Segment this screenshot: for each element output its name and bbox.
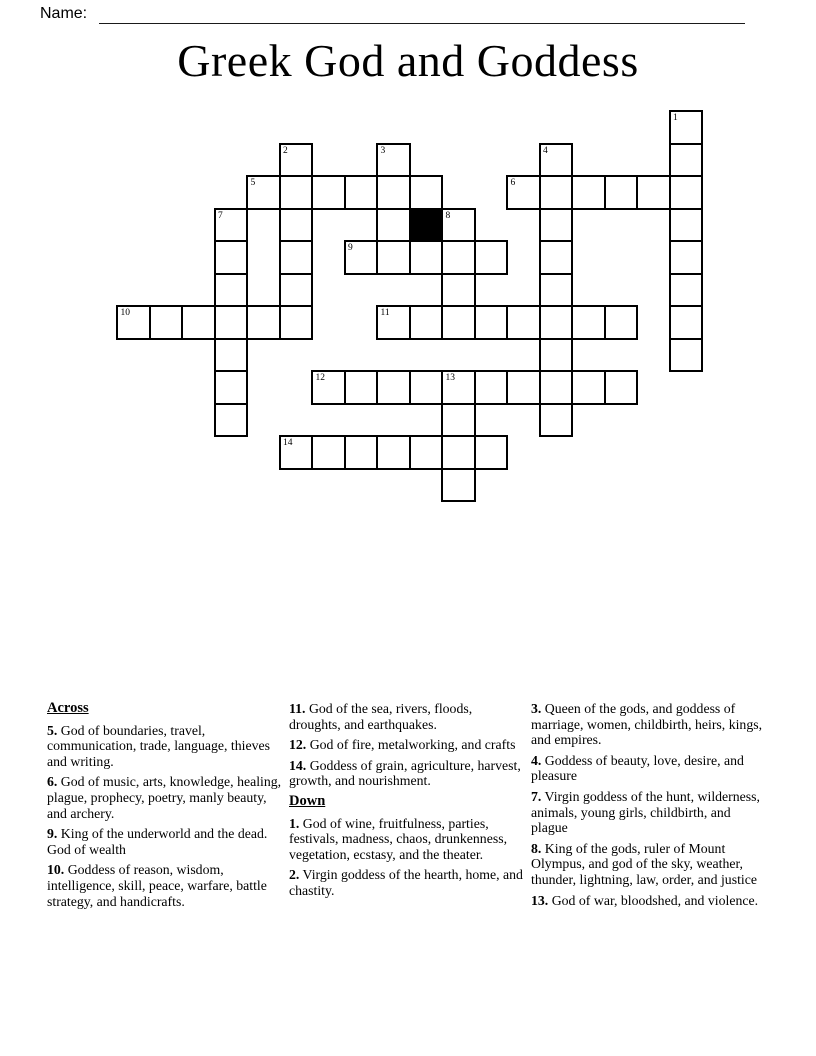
clue-number-label: 6 <box>510 178 516 188</box>
clue-text: God of wine, fruitfulness, parties, festivals, madness, chaos, drunkenness, vegetation, ecstasy, and the theater. <box>289 815 508 862</box>
grid-cell[interactable] <box>474 240 509 275</box>
grid-cell[interactable] <box>669 273 704 308</box>
black-cell <box>409 208 444 243</box>
clue-number: 13. <box>531 892 549 908</box>
grid-cell[interactable] <box>376 175 411 210</box>
clue-number-label: 11 <box>380 308 390 318</box>
grid-cell[interactable] <box>539 240 574 275</box>
page-title: Greek God and Goddess <box>177 35 639 86</box>
grid-cell[interactable] <box>344 435 379 470</box>
name-fill-in-line[interactable] <box>99 23 745 24</box>
grid-cell[interactable] <box>376 370 411 405</box>
clue-number-label: 4 <box>543 145 548 156</box>
grid-cell[interactable] <box>441 305 476 340</box>
grid-cell[interactable] <box>344 370 379 405</box>
grid-cell[interactable] <box>279 240 314 275</box>
grid-cell[interactable] <box>669 175 704 210</box>
grid-cell[interactable] <box>571 370 606 405</box>
clue-text: Goddess of beauty, love, desire, and pleasure <box>531 752 744 784</box>
grid-cell[interactable] <box>214 370 249 405</box>
clue-text: King of the gods, ruler of Mount Olympus, and god of the sky, weather, thunder, lightning, law, order, and justice <box>531 840 757 887</box>
clue-number: 9. <box>47 826 58 842</box>
clue-number: 2. <box>289 867 300 883</box>
clue-number-label: 8 <box>445 210 451 221</box>
grid-cell[interactable] <box>539 175 574 210</box>
grid-cell[interactable] <box>474 305 509 340</box>
clue-number: 12. <box>289 737 307 753</box>
clue-item <box>289 737 527 753</box>
clue-item <box>531 701 765 748</box>
grid-cell[interactable] <box>311 370 346 405</box>
clue-item <box>289 701 527 732</box>
grid-cell[interactable] <box>539 403 574 438</box>
grid-cell[interactable] <box>441 403 476 438</box>
grid-cell[interactable] <box>246 175 281 210</box>
grid-cell[interactable] <box>344 240 379 275</box>
grid-cell[interactable] <box>441 468 476 503</box>
grid-cell[interactable] <box>571 305 606 340</box>
grid-cell[interactable] <box>539 338 574 373</box>
clue-number: 14. <box>289 757 307 773</box>
clue-number-label: 7 <box>218 210 223 221</box>
clue-text: Queen of the gods, and goddess of marriage, women, childbirth, heirs, kings, and empires. <box>531 701 763 748</box>
grid-cell[interactable] <box>181 305 216 340</box>
grid-cell[interactable] <box>214 305 249 340</box>
down-header: Down <box>289 792 326 809</box>
clue-text: Goddess of grain, agriculture, harvest, growth, and nourishment. <box>289 757 521 789</box>
clue-number-label: 14 <box>283 438 293 448</box>
clue-number-label: 3 <box>380 145 386 156</box>
clue-number-label: 12 <box>315 373 325 383</box>
grid-cell[interactable] <box>376 435 411 470</box>
grid-cell[interactable] <box>376 208 411 243</box>
grid-cell[interactable] <box>441 370 476 405</box>
grid-cell[interactable] <box>669 143 704 178</box>
grid-cell[interactable] <box>604 175 639 210</box>
grid-cell[interactable] <box>246 305 281 340</box>
grid-cell[interactable] <box>506 175 541 210</box>
clue-item <box>531 789 765 836</box>
clue-column <box>289 701 527 904</box>
grid-cell[interactable] <box>344 175 379 210</box>
grid-cell[interactable] <box>506 370 541 405</box>
grid-cell[interactable] <box>604 305 639 340</box>
clue-item <box>47 826 285 857</box>
grid-cell[interactable] <box>539 143 574 178</box>
grid-cell[interactable] <box>279 208 314 243</box>
clue-item <box>531 841 765 888</box>
clue-number-label: 2 <box>283 145 288 156</box>
clue-item <box>289 816 527 863</box>
grid-cell[interactable] <box>376 143 411 178</box>
grid-cell[interactable] <box>571 175 606 210</box>
clue-text: Goddess of reason, wisdom, intelligence, skill, peace, warfare, battle strategy, and handicrafts. <box>47 862 267 909</box>
clue-column <box>531 701 765 913</box>
grid-cell[interactable] <box>539 273 574 308</box>
clue-number: 5. <box>47 722 58 738</box>
grid-cell[interactable] <box>149 305 184 340</box>
across-header: Across <box>47 700 89 716</box>
grid-cell[interactable] <box>669 240 704 275</box>
clue-number: 6. <box>47 774 58 790</box>
grid-cell[interactable] <box>279 143 314 178</box>
grid-cell[interactable] <box>214 240 249 275</box>
grid-cell[interactable] <box>506 305 541 340</box>
grid-cell[interactable] <box>409 370 444 405</box>
clue-number: 3. <box>531 701 542 716</box>
grid-cell[interactable] <box>409 175 444 210</box>
clue-number: 4. <box>531 752 542 768</box>
grid-cell[interactable] <box>669 110 704 145</box>
grid-cell[interactable] <box>376 305 411 340</box>
grid-cell[interactable] <box>376 240 411 275</box>
grid-cell[interactable] <box>279 273 314 308</box>
grid-cell[interactable] <box>669 338 704 373</box>
name-label: Name: <box>40 5 88 22</box>
crossword-grid <box>116 110 704 502</box>
grid-cell[interactable] <box>214 208 249 243</box>
clue-text: Virgin goddess of the hunt, wilderness, animals, young girls, childbirth, and plague <box>531 788 760 836</box>
clue-number: 8. <box>531 840 542 856</box>
clue-item <box>47 774 285 821</box>
clue-item <box>289 867 527 898</box>
clue-item <box>531 753 765 784</box>
clue-text: God of war, bloodshed, and violence. <box>548 892 759 908</box>
clue-text: God of boundaries, travel, communication, trade, language, thieves and writing. <box>47 722 270 769</box>
grid-cell[interactable] <box>539 305 574 340</box>
grid-cell[interactable] <box>214 338 249 373</box>
grid-cell[interactable] <box>116 305 151 340</box>
grid-cell[interactable] <box>604 370 639 405</box>
grid-cell[interactable] <box>441 208 476 243</box>
grid-cell[interactable] <box>409 305 444 340</box>
grid-cell[interactable] <box>279 305 314 340</box>
grid-cell[interactable] <box>311 435 346 470</box>
clue-number: 1. <box>289 815 300 831</box>
grid-cell[interactable] <box>441 273 476 308</box>
grid-cell[interactable] <box>474 370 509 405</box>
grid-cell[interactable] <box>441 240 476 275</box>
clue-column <box>47 701 285 914</box>
grid-cell[interactable] <box>669 208 704 243</box>
clue-text: Virgin goddess of the hearth, home, and chastity. <box>289 867 523 898</box>
clue-text: God of fire, metalworking, and crafts <box>306 737 516 753</box>
grid-cell[interactable] <box>441 435 476 470</box>
grid-cell[interactable] <box>409 435 444 470</box>
clue-text: God of music, arts, knowledge, healing, plague, prophecy, poetry, manly beauty, and archery. <box>47 774 282 821</box>
clue-number-label: 13 <box>445 373 455 383</box>
grid-cell[interactable] <box>539 370 574 405</box>
grid-cell[interactable] <box>279 435 314 470</box>
clue-number-label: 9 <box>348 243 353 253</box>
clue-item <box>531 893 765 909</box>
grid-cell[interactable] <box>669 305 704 340</box>
clue-item <box>47 723 285 770</box>
grid-cell[interactable] <box>474 435 509 470</box>
grid-cell[interactable] <box>636 175 671 210</box>
clue-text: God of the sea, rivers, floods, droughts, and earthquakes. <box>289 701 473 732</box>
grid-cell[interactable] <box>409 240 444 275</box>
clue-number: 10. <box>47 862 65 878</box>
clue-text: King of the underworld and the dead. God of wealth <box>47 826 268 857</box>
grid-cell[interactable] <box>214 403 249 438</box>
grid-cell[interactable] <box>311 175 346 210</box>
clue-item <box>47 862 285 909</box>
grid-cell[interactable] <box>214 273 249 308</box>
clue-number-label: 1 <box>673 113 678 123</box>
clue-number: 7. <box>531 788 542 804</box>
grid-cell[interactable] <box>539 208 574 243</box>
clue-number: 11. <box>289 701 306 716</box>
name-row <box>0 0 816 30</box>
clue-item <box>289 758 527 789</box>
clue-number-label: 5 <box>250 178 256 188</box>
grid-cell[interactable] <box>279 175 314 210</box>
clue-number-label: 10 <box>120 308 130 318</box>
